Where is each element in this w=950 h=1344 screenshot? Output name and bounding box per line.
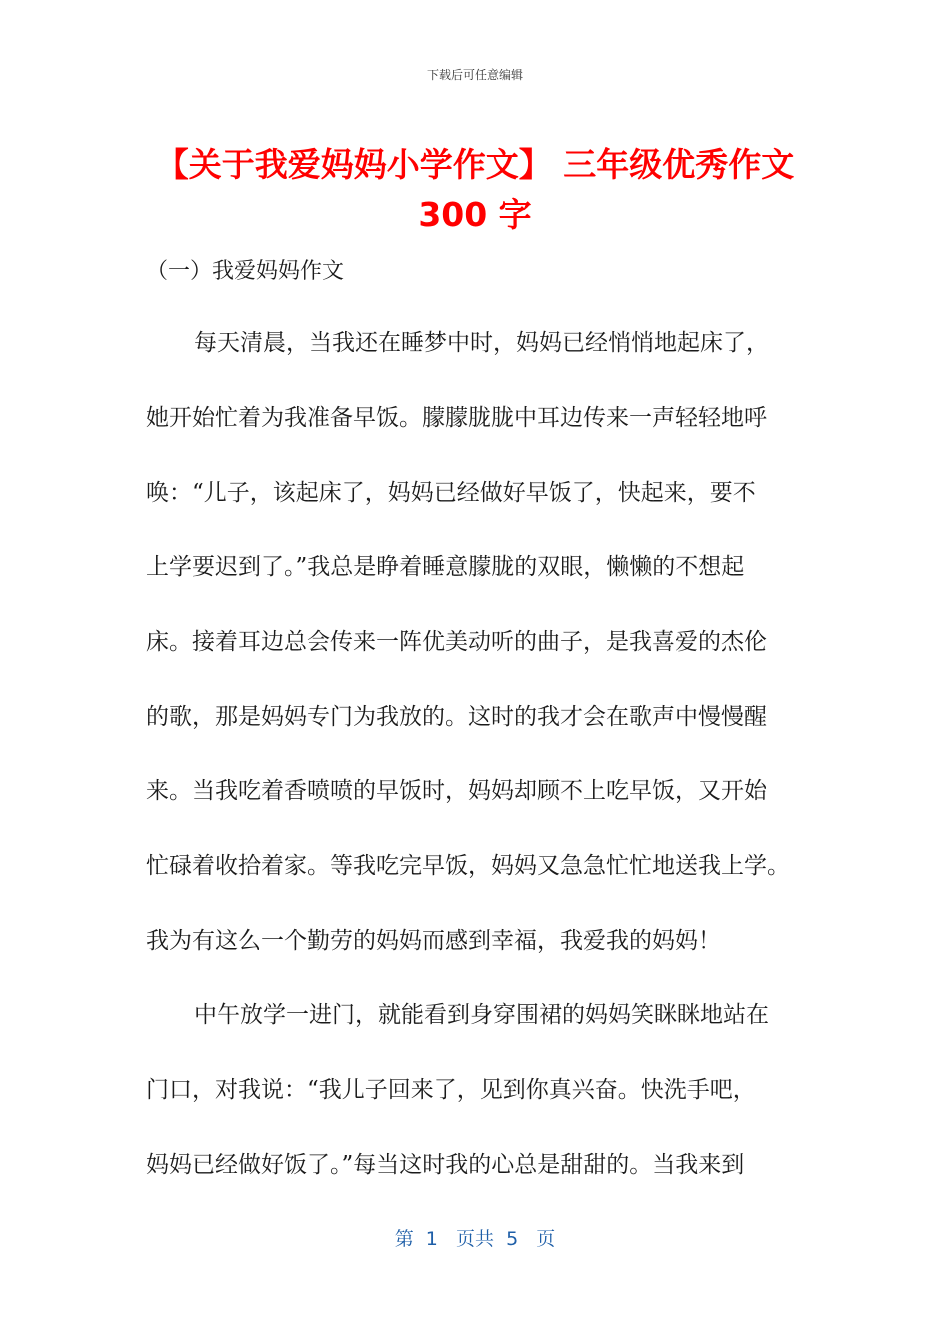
- body-line: 床。接着耳边总会传来一阵优美动听的曲子，是我喜爱的杰伦: [146, 629, 767, 655]
- section-heading: （一）我爱妈妈作文: [146, 259, 345, 284]
- body-line: 忙碌着收拾着家。等我吃完早饭，妈妈又急急忙忙地送我上学。: [146, 853, 790, 879]
- header-note: 下载后可任意编辑: [426, 68, 523, 82]
- body-line: 的歌，那是妈妈专门为我放的。这时的我才会在歌声中慢慢醒: [146, 704, 767, 730]
- document-title: [100, 140, 850, 240]
- body-line: 妈妈已经做好饭了。”每当这时我的心总是甜甜的。当我来到: [146, 1152, 745, 1178]
- title-line-2: 300 字: [418, 195, 532, 234]
- body-line: 门口，对我说：“我儿子回来了，见到你真兴奋。快洗手吧，: [146, 1077, 756, 1103]
- title-line-1: 【关于我爱妈妈小学作文】 三年级优秀作文: [155, 145, 795, 184]
- page-number-footer: 第 1 页共 5 页: [394, 1228, 556, 1250]
- body-line: 我为有这么一个勤劳的妈妈而感到幸福，我爱我的妈妈！: [146, 928, 721, 954]
- body-line: 中午放学一进门，就能看到身穿围裙的妈妈笑眯眯地站在: [194, 1002, 769, 1028]
- body-line: 她开始忙着为我准备早饭。朦朦胧胧中耳边传来一声轻轻地呼: [146, 405, 767, 431]
- body-line: 唤：“儿子，该起床了，妈妈已经做好早饭了，快起来，要不: [146, 480, 756, 506]
- body-line: 上学要迟到了。”我总是睁着睡意朦胧的双眼，懒懒的不想起: [146, 554, 745, 580]
- body-line: 每天清晨，当我还在睡梦中时，妈妈已经悄悄地起床了，: [194, 330, 769, 356]
- body-line: 来。当我吃着香喷喷的早饭时，妈妈却顾不上吃早饭，又开始: [146, 778, 767, 804]
